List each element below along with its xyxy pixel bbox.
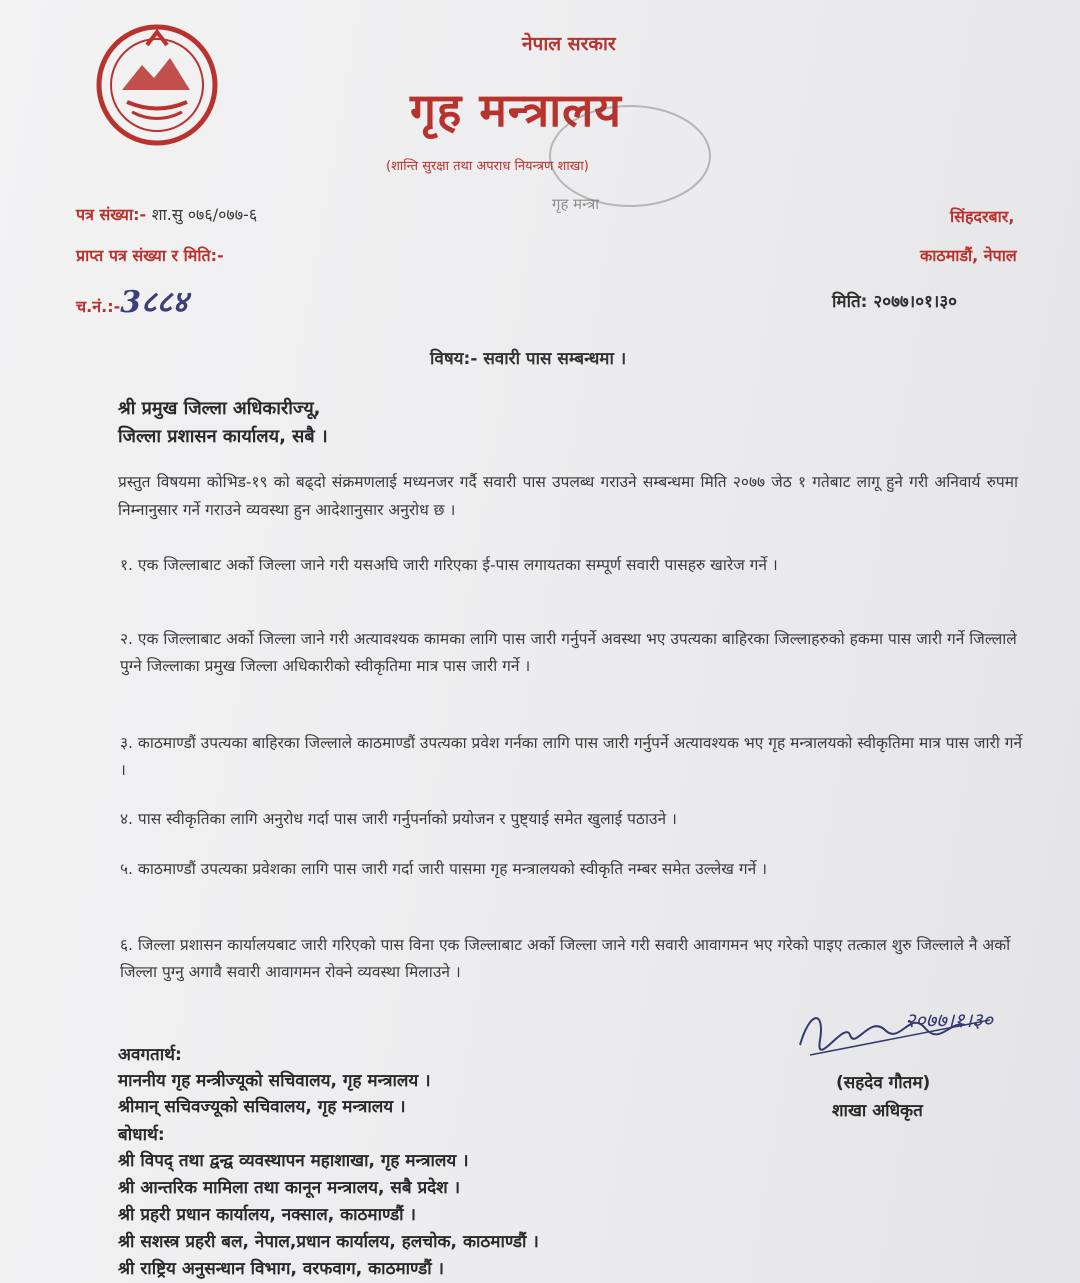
for-action-heading: बोधार्थ: <box>118 1125 165 1145</box>
signatory-designation: शाखा अधिकृत <box>832 1101 923 1121</box>
dispatch-number-label: च.नं.:- <box>76 297 121 316</box>
addressee-line-1: श्री प्रमुख जिल्ला अधिकारीज्यू, <box>118 398 321 419</box>
letter-number-value: शा.सु ०७६/०७७-६ <box>151 205 258 224</box>
place-line-2: काठमाडौं, नेपाल <box>920 246 1017 265</box>
date-value: २०७७।०१।३० <box>873 292 957 312</box>
signatory-name: (सहदेव गौतम) <box>836 1073 931 1093</box>
dispatch-number-value: 3८८४ <box>120 285 188 320</box>
addressee-line-2: जिल्ला प्रशासन कार्यालय, सबै । <box>118 426 328 447</box>
stamp-text: गृह मन्त्रा <box>552 195 600 213</box>
list-item-6: ६. जिल्ला प्रशासन कार्यालयबाट जारी गरिएको पास विना एक जिल्लाबाट अर्को जिल्ला जाने गरी सवारी आवागमन भए गरेको पाइए तत्काल शुरु जिल्लाले नै अर्को जिल्ला पुग्नु अगावै सवारी आवागमन रोक्ने व्यवस्था मिलाउने । <box>120 936 1011 981</box>
ministry-name: गृह मन्त्रालय <box>410 83 622 137</box>
letter-number-label: पत्र संख्या:- <box>76 205 147 224</box>
place-line-1: सिंहदरबार, <box>950 207 1015 226</box>
cc-item: श्री प्रहरी प्रधान कार्यालय, नक्साल, काठमाण्डौं । <box>118 1205 416 1225</box>
letter-date <box>832 289 957 312</box>
cc-item: श्रीमान् सचिवज्यूको सचिवालय, गृह मन्त्रालय । <box>118 1097 406 1117</box>
list-item-1: १. एक जिल्लाबाट अर्को जिल्ला जाने गरी यसअघि जारी गरिएका ई-पास लगायतका सम्पूर्ण सवारी पासहरु खारेज गर्ने । <box>120 556 778 574</box>
list-item-4: ४. पास स्वीकृतिका लागि अनुरोध गर्दा पास जारी गर्नुपर्नाको प्रयोजन र पुष्ट्याई समेत खुलाई पठाउने । <box>120 810 677 828</box>
cc-item: श्री राष्ट्रिय अनुसन्धान विभाग, वरफवाग, काठमाण्डौं । <box>118 1259 444 1279</box>
nepal-emblem-icon <box>92 20 222 150</box>
government-name: नेपाल सरकार <box>522 33 616 55</box>
signature-date: २०७७।१।३० <box>905 1008 993 1032</box>
dispatch-number <box>76 280 188 321</box>
list-item-5: ५. काठमाण्डौं उपत्यका प्रवेशका लागि पास जारी गर्दा जारी पासमा गृह मन्त्रालयको स्वीकृति नम्बर समेत उल्लेख गर्ने । <box>120 860 768 878</box>
cc-item: श्री विपद् तथा द्वन्द्व व्यवस्थापन महाशाखा, गृह मन्त्रालय । <box>118 1151 469 1171</box>
for-information-heading: अवगतार्थ: <box>118 1045 182 1065</box>
list-item-3: ३. काठमाण्डौं उपत्यका बाहिरका जिल्लाले काठमाण्डौं उपत्यका प्रवेश गर्नका लागि पास जारी गर्नुपर्ने अत्यावश्यक भए गृह मन्त्रालयको स्वीकृतिमा मात्र पास जारी गर्ने । <box>120 734 1023 779</box>
cc-item: श्री आन्तरिक मामिला तथा कानून मन्त्रालय, सबै प्रदेश । <box>118 1178 461 1198</box>
list-item-2: २. एक जिल्लाबाट अर्को जिल्ला जाने गरी अत्यावश्यक कामका लागि पास जारी गर्नुपर्ने अवस्था भए उपत्यका बाहिरका जिल्लाहरुको हकमा पास जारी गर्ने जिल्लाले पुग्ने जिल्लाका प्रमुख जिल्ला अधिकारीको स्वीकृतिमा मात्र पास जारी गर्ने । <box>120 630 1017 675</box>
cc-item: माननीय गृह मन्त्रीज्यूको सचिवालय, गृह मन्त्रालय । <box>118 1071 431 1091</box>
received-letter-label: प्राप्त पत्र संख्या र मिति:- <box>76 246 224 265</box>
date-label: मिति: <box>832 292 868 312</box>
intro-paragraph: प्रस्तुत विषयमा कोभिड-१९ को बढ्दो संक्रमणलाई मध्यनजर गर्दै सवारी पास उपलब्ध गराउने सम्बन्धमा मिति २०७७ जेठ १ गतेबाट लागू हुने गरी अनिवार्य रुपमा निम्नानुसार गर्ने गराउने व्यवस्था हुन आदेशानुसार अनुरोध छ । <box>118 473 1018 519</box>
subject-line: विषय:- सवारी पास सम्बन्धमा । <box>430 349 627 369</box>
branch-name: (शान्ति सुरक्षा तथा अपराध नियन्त्रण शाखा) <box>386 159 589 174</box>
cc-item: श्री सशस्त्र प्रहरी बल, नेपाल,प्रधान कार्यालय, हलचोक, काठमाण्डौं । <box>118 1232 539 1252</box>
letter-number <box>76 203 257 225</box>
